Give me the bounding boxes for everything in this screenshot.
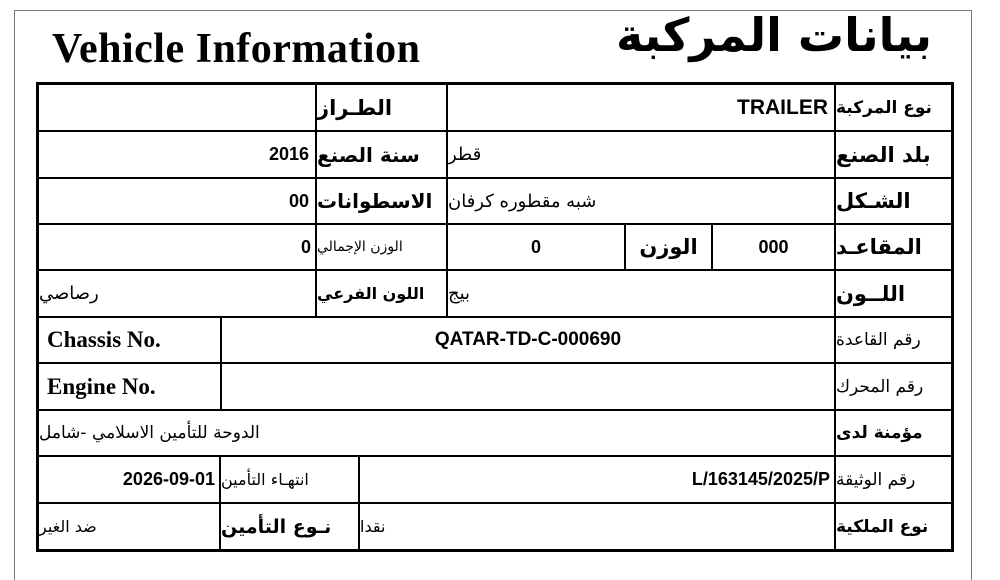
insurance-expiry-label: انتهـاء التأمين	[221, 470, 309, 489]
insurance-type-label: نـوع التأمين	[221, 515, 332, 538]
title-english: Vehicle Information	[52, 26, 421, 72]
weight-value: 0	[530, 236, 541, 257]
seats-label: المقاعـد	[836, 235, 922, 259]
sub-color-label: اللون الفرعي	[317, 284, 425, 303]
engine-value	[222, 364, 834, 409]
insured-with-label: مؤمنة لدى	[836, 423, 923, 443]
gross-weight-value: 0	[300, 236, 311, 257]
engine-label-english: Engine No.	[47, 373, 156, 399]
country-value: قطر	[448, 144, 482, 165]
insurance-expiry-value: 2026-09-01	[122, 469, 215, 489]
model-value	[39, 85, 315, 130]
ownership-type-label: نوع الملكية	[836, 516, 929, 537]
model-label: الطـراز	[317, 95, 393, 120]
seats-value: 000	[758, 236, 789, 257]
policy-label: رقم الوثيقة	[836, 469, 916, 490]
vehicle-type-label: نوع المركبة	[836, 97, 932, 118]
shape-value: شبه مقطوره كرفان	[448, 190, 597, 212]
year-label: سنة الصنع	[317, 142, 420, 167]
chassis-label-arabic: رقم القاعدة	[836, 330, 921, 350]
chassis-value: QATAR-TD-C-000690	[434, 329, 622, 350]
vehicle-info-card	[36, 82, 954, 552]
engine-label-arabic: رقم المحرك	[836, 376, 924, 397]
cylinders-label: الاسطوانات	[317, 189, 433, 213]
year-value: 2016	[268, 144, 309, 164]
color-label: اللــون	[836, 281, 906, 306]
chassis-label-english: Chassis No.	[47, 327, 161, 352]
title-arabic: بيانات المركبة	[615, 8, 932, 62]
vehicle-type-value: TRAILER	[737, 95, 828, 119]
weight-label: الوزن	[639, 235, 698, 259]
shape-label: الشـكل	[836, 189, 911, 213]
cylinders-value: 00	[288, 190, 309, 211]
gross-weight-label: الوزن الإجمالي	[317, 239, 403, 255]
insured-with-value: الدوحة للتأمين الاسلامي -شامل	[39, 423, 260, 443]
color-value: بيج	[448, 283, 471, 304]
policy-value: L/163145/2025/P	[691, 469, 830, 489]
country-label: بلد الصنع	[836, 142, 931, 167]
ownership-type-value: نقدا	[360, 517, 386, 536]
insurance-type-value: ضد الغير	[39, 517, 97, 536]
sub-color-value: رصاصي	[39, 283, 99, 304]
